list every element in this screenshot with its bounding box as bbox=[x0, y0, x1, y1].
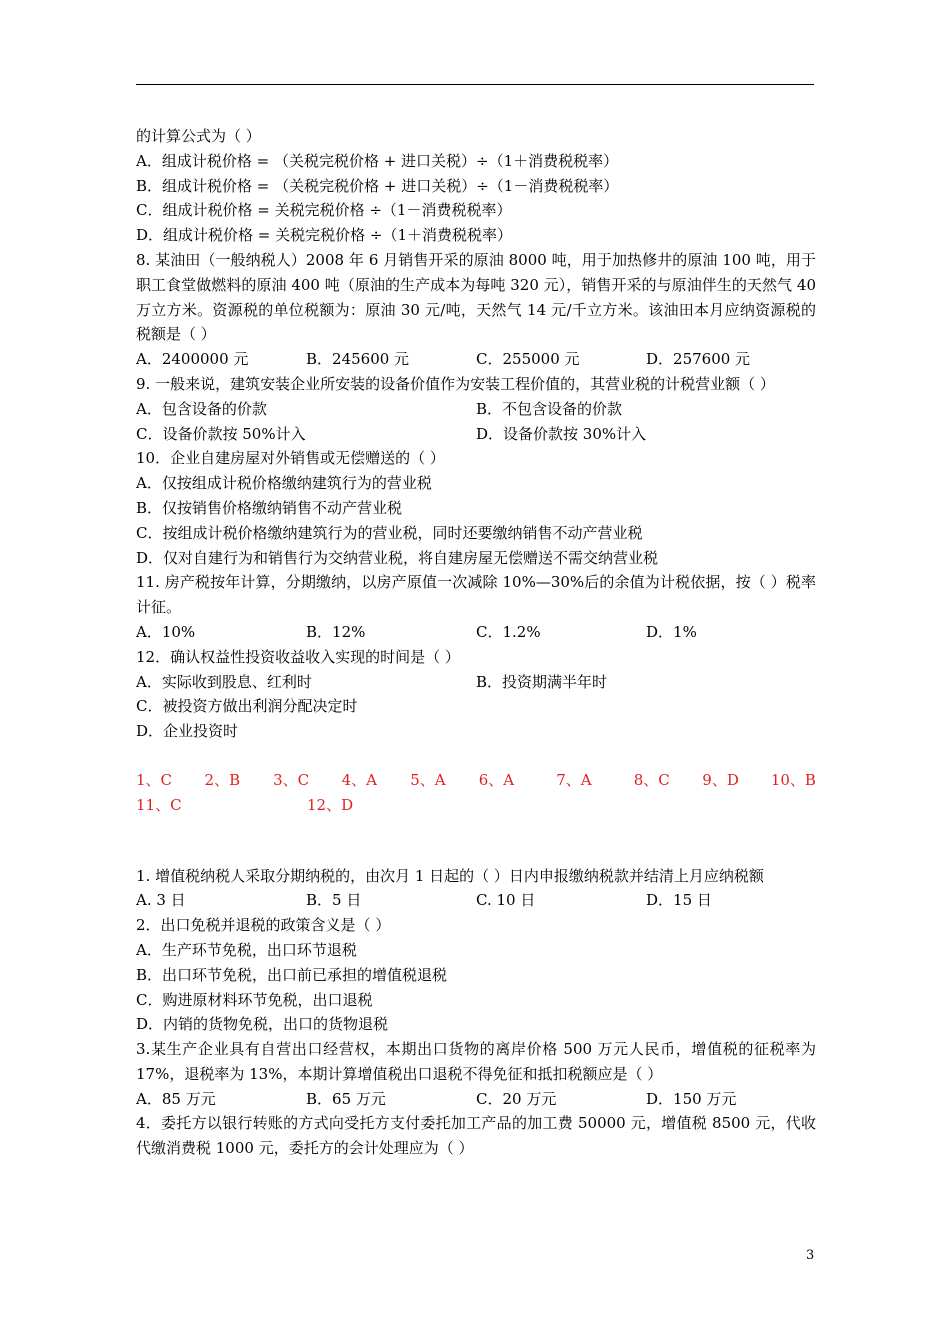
options-row bbox=[136, 397, 816, 422]
page-number: 3 bbox=[806, 1248, 815, 1263]
option-a: A．85 万元 bbox=[136, 1089, 216, 1108]
answer-item: 11、C bbox=[136, 795, 182, 814]
options-row bbox=[136, 670, 816, 695]
option-a: A. 3 日 bbox=[136, 891, 186, 910]
options-row bbox=[136, 888, 816, 913]
options-row bbox=[136, 422, 816, 447]
options-row bbox=[136, 347, 816, 372]
option-c: C．20 万元 bbox=[476, 1089, 557, 1108]
option-d: D．257600 元 bbox=[646, 350, 751, 369]
section2-question-4 bbox=[136, 1111, 816, 1161]
option-d: D．设备价款按 30%计入 bbox=[476, 424, 647, 443]
option-d: D．内销的货物免税，出口的货物退税 bbox=[136, 1015, 389, 1034]
answer-item: 10、B bbox=[770, 770, 816, 789]
option-d: D．企业投资时 bbox=[136, 722, 239, 741]
option-d: D．1% bbox=[646, 622, 697, 641]
question-10 bbox=[136, 446, 816, 570]
option-a: A．2400000 元 bbox=[136, 350, 249, 369]
question-11 bbox=[136, 570, 816, 644]
section2-question-1 bbox=[136, 864, 816, 914]
options-row bbox=[136, 620, 816, 645]
question-stem: 2．出口免税并退税的政策含义是（ ） bbox=[136, 916, 391, 935]
answer-item: 5、A bbox=[410, 770, 446, 789]
option-a: A．10% bbox=[136, 622, 196, 641]
answer-item: 7、A bbox=[556, 770, 592, 789]
option-b: B．245600 元 bbox=[306, 350, 410, 369]
option-a: A．实际收到股息、红利时 bbox=[136, 672, 312, 691]
option-b: B．组成计税价格 = （关税完税价格 + 进口关税）÷（1－消费税税率） bbox=[136, 176, 619, 195]
question-7 bbox=[136, 124, 816, 248]
option-c: C．购进原材料环节免税，出口退税 bbox=[136, 990, 373, 1009]
question-stem: 11. 房产税按年计算，分期缴纳，以房产原值一次减除 10%—30%后的余值为计税依据，按（ ）税率计征。 bbox=[136, 573, 816, 617]
option-c: C．被投资方做出利润分配决定时 bbox=[136, 697, 358, 716]
option-c: C．设备价款按 50%计入 bbox=[136, 424, 306, 443]
section-spacer bbox=[136, 818, 816, 864]
option-a: A．仅按组成计税价格缴纳建筑行为的营业税 bbox=[136, 474, 432, 493]
options-row bbox=[136, 1087, 816, 1112]
option-c: C. 10 日 bbox=[476, 891, 536, 910]
option-c: C．255000 元 bbox=[476, 350, 580, 369]
question-12 bbox=[136, 645, 816, 744]
answer-item: 9、D bbox=[702, 770, 739, 789]
option-a: A．生产环节免税，出口环节退税 bbox=[136, 940, 357, 959]
option-d: D．15 日 bbox=[646, 891, 712, 910]
question-stem: 10．企业自建房屋对外销售或无偿赠送的（ ） bbox=[136, 449, 445, 468]
option-b: B．仅按销售价格缴纳销售不动产营业税 bbox=[136, 498, 403, 517]
question-stem: 8. 某油田（一般纳税人）2008 年 6 月销售开采的原油 8000 吨，用于加热修井的原油 100 吨，用于职工食堂做燃料的原油 400 吨（原油的生产成本为每吨 320 元），销售开采的与原油伴生的天然气 40 万立方米。资源税的单位税额为：原油 30 元/吨，天然气 14 元/千立方米。该油田本月应纳资源税的税额是（ ） bbox=[136, 250, 816, 344]
option-b: B．出口环节免税，出口前已承担的增值税退税 bbox=[136, 965, 448, 984]
answer-row bbox=[136, 768, 816, 793]
question-stem: 4．委托方以银行转账的方式向受托方支付委托加工产品的加工费 50000 元，增值税 8500 元，代收代缴消费税 1000 元，委托方的会计处理应为（ ） bbox=[136, 1114, 816, 1158]
option-b: B．投资期满半年时 bbox=[476, 672, 608, 691]
option-b: B．12% bbox=[306, 622, 366, 641]
page-content bbox=[136, 124, 816, 1161]
option-b: B．5 日 bbox=[306, 891, 362, 910]
option-c: C．按组成计税价格缴纳建筑行为的营业税，同时还要缴纳销售不动产营业税 bbox=[136, 523, 643, 542]
option-a: A．组成计税价格 = （关税完税价格 + 进口关税）÷（1＋消费税税率） bbox=[136, 151, 619, 170]
answer-item: 4、A bbox=[341, 770, 378, 789]
question-9 bbox=[136, 372, 816, 446]
option-d: D．组成计税价格 = 关税完税价格 ÷（1＋消费税税率） bbox=[136, 226, 513, 245]
section2-question-2 bbox=[136, 913, 816, 1037]
option-d: D．仅对自建行为和销售行为交纳营业税，将自建房屋无偿赠送不需交纳营业税 bbox=[136, 548, 659, 567]
answer-item: 12、D bbox=[307, 795, 354, 814]
option-c: C．1.2% bbox=[476, 622, 541, 641]
answer-item: 2、B bbox=[204, 770, 241, 789]
answer-item: 8、C bbox=[633, 770, 670, 789]
answer-item: 1、C bbox=[136, 770, 173, 789]
header-rule bbox=[136, 84, 814, 85]
option-d: D．150 万元 bbox=[646, 1089, 737, 1108]
option-b: B．65 万元 bbox=[306, 1089, 386, 1108]
option-c: C．组成计税价格 = 关税完税价格 ÷（1－消费税税率） bbox=[136, 201, 512, 220]
answer-item: 6、A bbox=[478, 770, 515, 789]
answer-key bbox=[136, 768, 816, 818]
question-stem: 3.某生产企业具有自营出口经营权，本期出口货物的离岸价格 500 万元人民币，增值税的征税率为 17%，退税率为 13%，本期计算增值税出口退税不得免征和抵扣税额应是（ ） bbox=[136, 1040, 816, 1083]
option-a: A．包含设备的价款 bbox=[136, 399, 267, 418]
section2-question-3 bbox=[136, 1037, 816, 1111]
question-8 bbox=[136, 248, 816, 372]
question-stem: 的计算公式为（ ） bbox=[136, 127, 261, 145]
question-stem: 1. 增值税纳税人采取分期纳税的，由次月 1 日起的（ ）日内申报缴纳税款并结清上月应纳税额 bbox=[136, 866, 764, 885]
answer-item: 3、C bbox=[273, 770, 310, 789]
question-stem: 12．确认权益性投资收益收入实现的时间是（ ） bbox=[136, 647, 460, 666]
answer-row bbox=[136, 793, 816, 818]
option-b: B．不包含设备的价款 bbox=[476, 399, 623, 418]
question-stem: 9. 一般来说，建筑安装企业所安装的设备价值作为安装工程价值的，其营业税的计税营业额（ ） bbox=[136, 374, 775, 393]
